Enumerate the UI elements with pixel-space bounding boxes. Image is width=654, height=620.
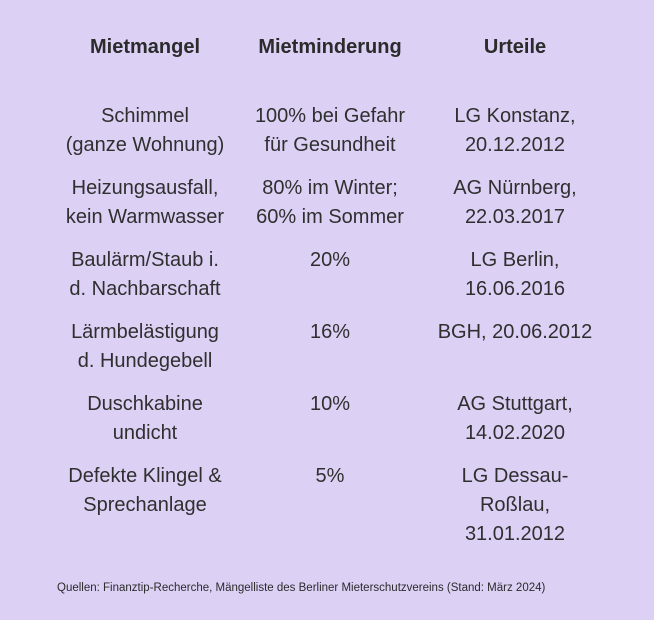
reduction-cell: 10% (309, 393, 351, 415)
table-row (0, 318, 654, 390)
table-row (0, 390, 654, 462)
table-row (0, 246, 654, 318)
header-urteile: Urteile (483, 36, 547, 58)
ruling-cell: LG Berlin, 16.06.2016 (464, 249, 566, 300)
source-note: Quellen: Finanztip-Recherche, Mängelliste des Berliner Mieterschutzvereins (Stand: März 2024) (57, 582, 546, 594)
table-row (0, 174, 654, 246)
ruling-cell: AG Nürnberg, 22.03.2017 (453, 177, 577, 228)
ruling-cell: BGH, 20.06.2012 (437, 321, 593, 343)
header-mietminderung: Mietminderung (258, 36, 402, 58)
defect-cell: Defekte Klingel & Sprechanlage (68, 465, 222, 516)
table-header (0, 34, 654, 60)
ruling-cell: LG Konstanz, 20.12.2012 (454, 105, 576, 156)
table-row (0, 462, 654, 562)
table-row (0, 102, 654, 174)
reduction-cell: 20% (309, 249, 351, 271)
table-body (0, 102, 654, 562)
reduction-cell: 80% im Winter; 60% im Sommer (256, 177, 404, 228)
defect-cell: Schimmel (ganze Wohnung) (65, 105, 225, 156)
reduction-cell: 16% (309, 321, 351, 343)
header-mietmangel: Mietmangel (89, 36, 201, 58)
ruling-cell: AG Stuttgart, 14.02.2020 (457, 393, 573, 444)
defect-cell: Lärmbelästigung d. Hundegebell (71, 321, 219, 372)
defect-cell: Heizungsausfall, kein Warmwasser (65, 177, 225, 228)
reduction-cell: 100% bei Gefahr für Gesundheit (254, 105, 406, 156)
defect-cell: Duschkabine undicht (87, 393, 203, 444)
ruling-cell: LG Dessau- Roßlau, 31.01.2012 (461, 465, 569, 545)
reduction-cell: 5% (315, 465, 345, 487)
defect-cell: Baulärm/Staub i. d. Nachbarschaft (69, 249, 221, 300)
